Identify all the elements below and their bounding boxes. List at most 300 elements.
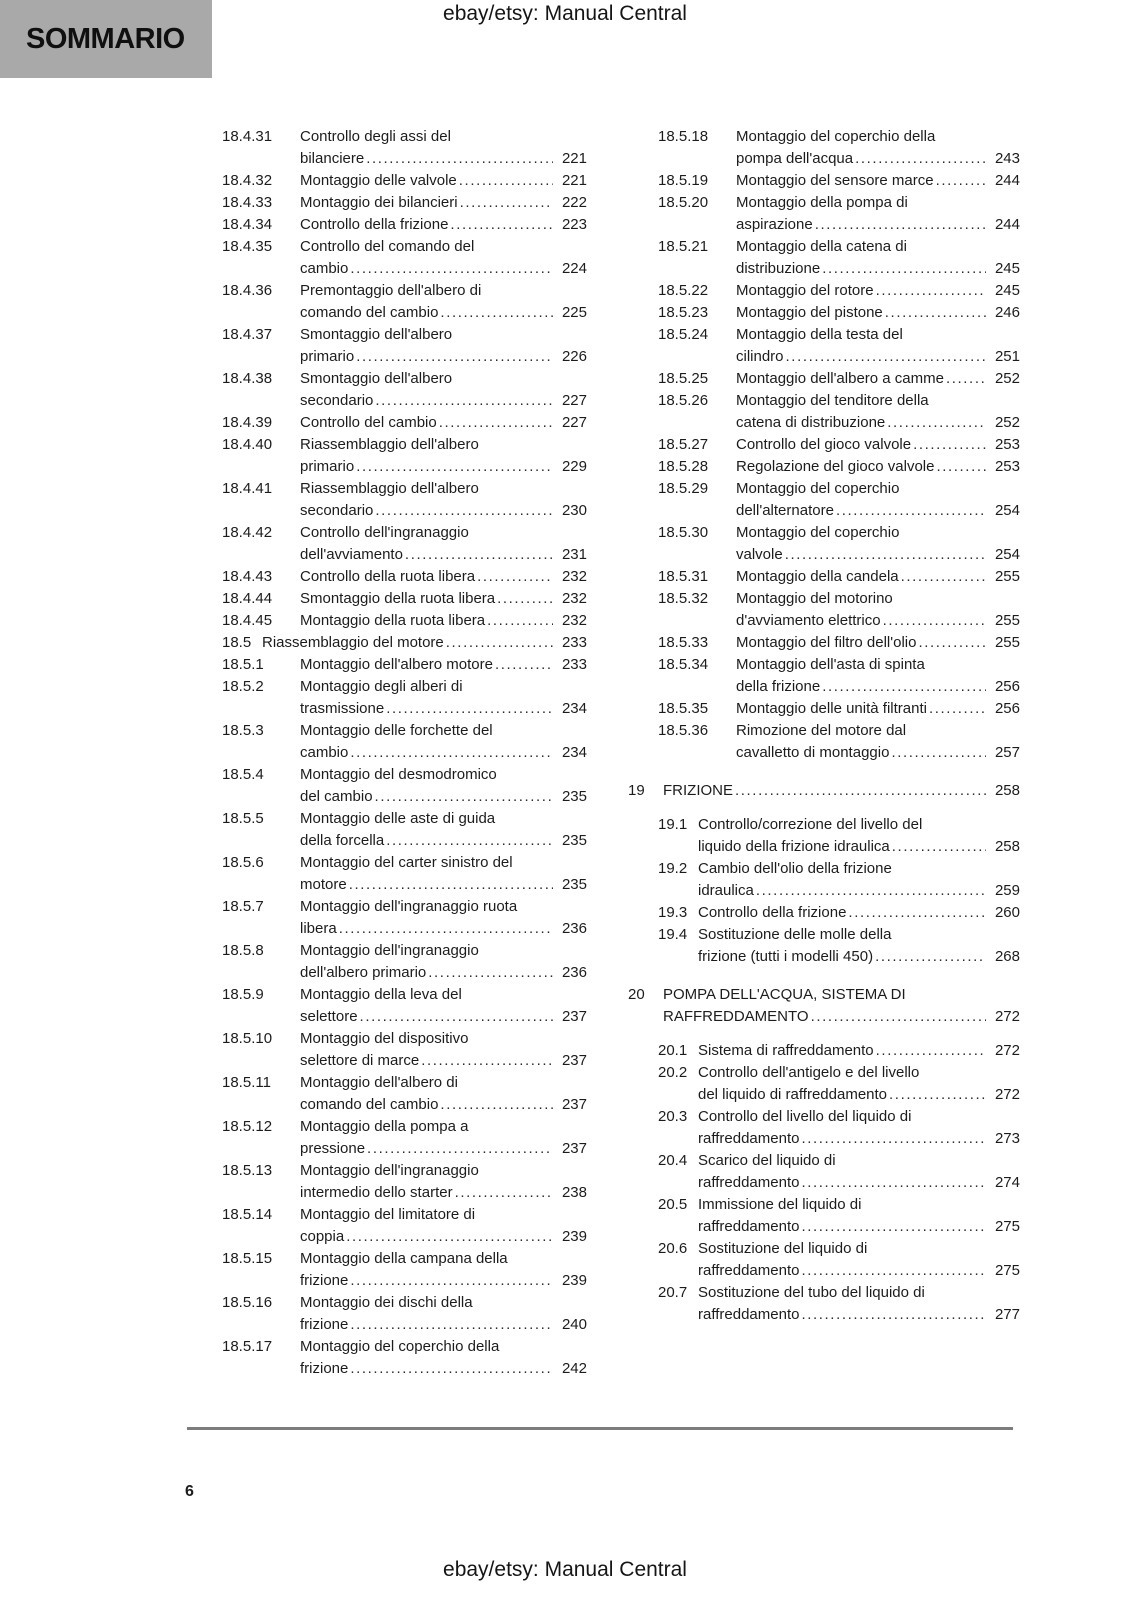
entry-title-line: Controllo del cambio [300, 414, 437, 431]
toc-entry [222, 852, 587, 896]
toc-entry [222, 126, 587, 170]
entry-number: 18.5.16 [222, 1294, 273, 1311]
entry-title-line: valvole [736, 546, 783, 563]
entry-last-line [736, 610, 1020, 632]
dot-leader [855, 148, 986, 170]
entry-page-number: 236 [561, 964, 587, 981]
entry-number: 20 [628, 986, 645, 1003]
dot-leader [339, 918, 553, 940]
entry-page-number: 237 [561, 1008, 587, 1025]
entry-body [736, 720, 1020, 764]
entry-page-number: 257 [994, 744, 1020, 761]
entry-number: 18.5.36 [658, 722, 709, 739]
entry-last-line [698, 1172, 1020, 1194]
toc-entry [658, 192, 1020, 236]
entry-last-line [300, 1094, 587, 1116]
entry-last-line [300, 302, 587, 324]
entry-number: 18.5 [222, 634, 252, 651]
entry-title-line: Montaggio del coperchio [736, 524, 900, 541]
dot-leader [350, 1314, 553, 1336]
entry-last-line [300, 1182, 587, 1204]
toc-entry [222, 214, 587, 236]
entry-number: 18.4.41 [222, 480, 273, 497]
entry-last-line [300, 412, 587, 434]
entry-page-number: 236 [561, 920, 587, 937]
dot-leader [735, 780, 986, 802]
entry-title-line: Montaggio dell'albero di [300, 1074, 458, 1091]
dot-leader [876, 1040, 986, 1062]
entry-body [300, 192, 587, 214]
dot-leader [946, 368, 986, 390]
entry-title-line: Controllo dell'antigelo e del livello [698, 1064, 920, 1081]
toc-entry [658, 924, 1020, 968]
entry-title-line: raffreddamento [698, 1130, 800, 1147]
entry-title-line: Premontaggio dell'albero di [300, 282, 482, 299]
entry-number: 18.5.23 [658, 304, 709, 321]
entry-last-line [300, 566, 587, 588]
entry-last-line [736, 632, 1020, 654]
entry-title-line: coppia [300, 1228, 345, 1245]
entry-title-line: RAFFREDDAMENTO [663, 1008, 809, 1025]
entry-body [300, 1248, 587, 1292]
toc-entry [658, 280, 1020, 302]
entry-page-number: 256 [994, 678, 1020, 695]
dot-leader [892, 836, 986, 858]
toc-entry [658, 654, 1020, 698]
entry-body [300, 852, 587, 896]
entry-last-line [698, 902, 1020, 924]
entry-title-line: cambio [300, 744, 349, 761]
entry-title-line: Montaggio dei bilancieri [300, 194, 458, 211]
entry-body [736, 654, 1020, 698]
toc-column-right [628, 126, 1020, 1326]
dot-leader [929, 698, 986, 720]
entry-number: 18.5.25 [658, 370, 709, 387]
entry-number: 18.4.35 [222, 238, 273, 255]
entry-page-number: 232 [561, 590, 587, 607]
entry-title-line: cambio [300, 260, 349, 277]
entry-number: 19.3 [658, 904, 688, 921]
entry-last-line [300, 148, 587, 170]
entry-page-number: 235 [561, 832, 587, 849]
entry-body [300, 412, 587, 434]
entry-title-line: Montaggio del motorino [736, 590, 893, 607]
entry-number: 20.2 [658, 1064, 688, 1081]
entry-title-line: Smontaggio della ruota libera [300, 590, 496, 607]
entry-number: 19.4 [658, 926, 688, 943]
dot-leader [497, 588, 553, 610]
entry-last-line [300, 214, 587, 236]
toc-entry [658, 1062, 1020, 1106]
toc-entry [658, 434, 1020, 456]
dot-leader [360, 1006, 553, 1028]
toc-entry [658, 1238, 1020, 1282]
entry-last-line [300, 170, 587, 192]
page-title: SOMMARIO [26, 22, 185, 55]
entry-title-line: Montaggio del pistone [736, 304, 883, 321]
toc-entry [658, 1150, 1020, 1194]
entry-last-line [736, 676, 1020, 698]
entry-page-number: 237 [561, 1052, 587, 1069]
entry-page-number: 226 [561, 348, 587, 365]
entry-body [736, 302, 1020, 324]
entry-body [300, 764, 587, 808]
entry-title-line: Montaggio della pompa a [300, 1118, 469, 1135]
toc-entry [222, 324, 587, 368]
toc-entry [222, 896, 587, 940]
entry-page-number: 239 [561, 1272, 587, 1289]
entry-last-line [698, 1084, 1020, 1106]
toc-entry [222, 1204, 587, 1248]
entry-page-number: 223 [561, 216, 587, 233]
toc-entry [222, 1028, 587, 1072]
entry-number: 18.5.32 [658, 590, 709, 607]
entry-title-line: secondario [300, 502, 374, 519]
entry-page-number: 235 [561, 788, 587, 805]
entry-last-line [300, 1226, 587, 1248]
entry-number: 18.4.31 [222, 128, 273, 145]
entry-title-line: raffreddamento [698, 1174, 800, 1191]
dot-leader [918, 632, 986, 654]
entry-page-number: 237 [561, 1140, 587, 1157]
entry-body [300, 588, 587, 610]
entry-body [698, 814, 1020, 858]
entry-number: 18.5.12 [222, 1118, 273, 1135]
entry-body [300, 434, 587, 478]
entry-number: 20.4 [658, 1152, 688, 1169]
toc-entry [658, 170, 1020, 192]
entry-body [300, 280, 587, 324]
entry-body [300, 1028, 587, 1072]
entry-body [300, 808, 587, 852]
entry-body [736, 566, 1020, 588]
entry-body [736, 126, 1020, 170]
entry-title-line: Montaggio del tenditore della [736, 392, 929, 409]
entry-title-line: comando del cambio [300, 1096, 439, 1113]
toc-entry [658, 302, 1020, 324]
toc-entry [222, 808, 587, 852]
entry-number: 18.5.4 [222, 766, 264, 783]
entry-body [736, 324, 1020, 368]
entry-body [698, 1194, 1020, 1238]
entry-number: 18.4.36 [222, 282, 273, 299]
entry-title-line: della frizione [736, 678, 821, 695]
dot-leader [801, 1128, 986, 1150]
entry-title-line: Montaggio dell'ingranaggio ruota [300, 898, 518, 915]
entry-title-line: Controllo della frizione [698, 904, 847, 921]
entry-title-line: liquido della frizione idraulica [698, 838, 890, 855]
entry-last-line [300, 610, 587, 632]
toc-entry [222, 1336, 587, 1380]
entry-body [736, 368, 1020, 390]
entry-number: 18.5.13 [222, 1162, 273, 1179]
entry-page-number: 252 [994, 414, 1020, 431]
entry-last-line [698, 946, 1020, 968]
entry-number: 18.4.43 [222, 568, 273, 585]
entry-page-number: 227 [561, 414, 587, 431]
dot-leader [459, 170, 553, 192]
entry-body [300, 214, 587, 236]
entry-body [300, 676, 587, 720]
entry-number: 18.5.34 [658, 656, 709, 673]
entry-page-number: 254 [994, 502, 1020, 519]
entry-title-line: del cambio [300, 788, 373, 805]
toc-entry [222, 170, 587, 192]
dot-leader [487, 610, 553, 632]
entry-number: 18.5.3 [222, 722, 264, 739]
dot-leader [455, 1182, 553, 1204]
entry-title-line: Montaggio della ruota libera [300, 612, 486, 629]
entry-body [300, 236, 587, 280]
dot-leader [889, 1084, 986, 1106]
entry-last-line [663, 780, 1020, 802]
entry-number: 20.7 [658, 1284, 688, 1301]
entry-title-line: Montaggio del coperchio [736, 480, 900, 497]
entry-title-line: motore [300, 876, 347, 893]
toc-entry [222, 1116, 587, 1160]
entry-title-line: trasmissione [300, 700, 385, 717]
entry-page-number: 233 [561, 634, 587, 651]
entry-number: 18.5.17 [222, 1338, 273, 1355]
dot-leader [349, 874, 553, 896]
entry-body [300, 654, 587, 676]
dot-leader [350, 258, 553, 280]
entry-number: 18.5.9 [222, 986, 264, 1003]
entry-last-line [736, 148, 1020, 170]
entry-last-line [300, 1050, 587, 1072]
dot-leader [375, 786, 553, 808]
dot-leader [356, 346, 553, 368]
entry-title-line: Riassemblaggio del motore [262, 634, 444, 651]
entry-page-number: 235 [561, 876, 587, 893]
dot-leader [848, 902, 986, 924]
dot-leader [366, 148, 553, 170]
entry-body [300, 478, 587, 522]
entry-number: 18.4.38 [222, 370, 273, 387]
entry-page-number: 230 [561, 502, 587, 519]
entry-number: 18.5.18 [658, 128, 709, 145]
entry-last-line [300, 654, 587, 676]
dot-leader [801, 1260, 986, 1282]
entry-number: 18.5.15 [222, 1250, 273, 1267]
entry-title-line: frizione [300, 1316, 349, 1333]
entry-page-number: 272 [994, 1008, 1020, 1025]
entry-body [300, 126, 587, 170]
toc-entry [222, 236, 587, 280]
toc-entry [658, 390, 1020, 434]
entry-page-number: 252 [994, 370, 1020, 387]
entry-title-line: primario [300, 458, 355, 475]
entry-last-line [736, 302, 1020, 324]
dot-leader [891, 742, 986, 764]
entry-last-line [698, 1128, 1020, 1150]
entry-page-number: 237 [561, 1096, 587, 1113]
entry-last-line [300, 698, 587, 720]
entry-body [736, 522, 1020, 566]
toc-entry [658, 236, 1020, 280]
entry-number: 18.5.10 [222, 1030, 273, 1047]
dot-leader [822, 258, 986, 280]
header-doc-title: ebay/etsy: Manual Central [443, 2, 687, 25]
entry-title-line: dell'albero primario [300, 964, 427, 981]
toc-entry [222, 1072, 587, 1116]
entry-number: 18.5.31 [658, 568, 709, 585]
entry-page-number: 274 [994, 1174, 1020, 1191]
dot-leader [801, 1172, 986, 1194]
dot-leader [875, 946, 986, 968]
entry-body [300, 324, 587, 368]
entry-last-line [736, 434, 1020, 456]
entry-last-line [300, 500, 587, 522]
entry-page-number: 232 [561, 612, 587, 629]
toc-entry [222, 412, 587, 434]
entry-title-line: Smontaggio dell'albero [300, 326, 453, 343]
entry-body [300, 1116, 587, 1160]
entry-title-line: Montaggio dell'albero motore [300, 656, 493, 673]
dot-leader [428, 962, 553, 984]
entry-title-line: Montaggio delle unità filtranti [736, 700, 927, 717]
entry-page-number: 225 [561, 304, 587, 321]
entry-title-line: Controllo del gioco valvole [736, 436, 912, 453]
entry-body [698, 924, 1020, 968]
entry-title-line: Riassemblaggio dell'albero [300, 436, 479, 453]
entry-title-line: Montaggio del coperchio della [300, 1338, 500, 1355]
entry-body [262, 632, 587, 654]
entry-last-line [300, 456, 587, 478]
dot-leader [786, 346, 986, 368]
entry-title-line: pressione [300, 1140, 366, 1157]
dot-leader [885, 302, 986, 324]
entry-number: 18.5.21 [658, 238, 709, 255]
entry-page-number: 227 [561, 392, 587, 409]
entry-title-line: Regolazione del gioco valvole [736, 458, 935, 475]
dot-leader [440, 302, 553, 324]
entry-body [300, 170, 587, 192]
entry-title-line: Montaggio della catena di [736, 238, 907, 255]
toc-entry [658, 632, 1020, 654]
entry-last-line [300, 1138, 587, 1160]
entry-body [736, 478, 1020, 522]
entry-last-line [300, 918, 587, 940]
toc-entry [222, 1292, 587, 1336]
toc-entry [658, 720, 1020, 764]
entry-number: 18.5.8 [222, 942, 264, 959]
entry-page-number: 273 [994, 1130, 1020, 1147]
footer-doc-title: ebay/etsy: Manual Central [443, 1558, 687, 1581]
entry-last-line [698, 1260, 1020, 1282]
entry-title-line: Montaggio del filtro dell'olio [736, 634, 917, 651]
entry-title-line: Montaggio del dispositivo [300, 1030, 469, 1047]
entry-page-number: 275 [994, 1218, 1020, 1235]
entry-number: 18.5.19 [658, 172, 709, 189]
entry-last-line [300, 258, 587, 280]
dot-leader [801, 1216, 986, 1238]
entry-title-line: Montaggio del rotore [736, 282, 874, 299]
entry-last-line [300, 1270, 587, 1292]
entry-title-line: dell'alternatore [736, 502, 834, 519]
entry-title-line: selettore [300, 1008, 358, 1025]
entry-title-line: Controllo della frizione [300, 216, 449, 233]
dot-leader [815, 214, 986, 236]
toc-entry [222, 632, 587, 654]
entry-last-line [300, 874, 587, 896]
entry-page-number: 221 [561, 150, 587, 167]
entry-body [300, 1292, 587, 1336]
entry-number: 18.5.2 [222, 678, 264, 695]
entry-last-line [736, 544, 1020, 566]
entry-body [698, 1106, 1020, 1150]
entry-title-line: Montaggio del sensore marce [736, 172, 934, 189]
toc-entry [658, 368, 1020, 390]
footer-divider [187, 1427, 1013, 1430]
entry-body [300, 566, 587, 588]
entry-body [300, 940, 587, 984]
toc-entry [658, 1106, 1020, 1150]
entry-body [736, 170, 1020, 192]
entry-last-line [300, 1314, 587, 1336]
entry-title-line: raffreddamento [698, 1262, 800, 1279]
entry-number: 19.1 [658, 816, 688, 833]
entry-title-line: Montaggio dell'ingranaggio [300, 942, 479, 959]
entry-body [736, 434, 1020, 456]
entry-title-line: dell'avviamento [300, 546, 403, 563]
entry-body [300, 610, 587, 632]
entry-body [736, 456, 1020, 478]
entry-last-line [736, 742, 1020, 764]
entry-body [698, 1150, 1020, 1194]
dot-leader [386, 698, 553, 720]
toc-entry [222, 610, 587, 632]
entry-page-number: 255 [994, 568, 1020, 585]
entry-last-line [300, 588, 587, 610]
entry-last-line [300, 962, 587, 984]
toc-entry [222, 434, 587, 478]
entry-page-number: 239 [561, 1228, 587, 1245]
entry-title-line: della forcella [300, 832, 385, 849]
entry-number: 19 [628, 782, 645, 799]
entry-body [736, 280, 1020, 302]
entry-number: 18.5.5 [222, 810, 264, 827]
toc-entry [658, 902, 1020, 924]
entry-last-line [736, 698, 1020, 720]
entry-last-line [736, 500, 1020, 522]
entry-title-line: intermedio dello starter [300, 1184, 453, 1201]
toc-entry [222, 764, 587, 808]
entry-title-line: Montaggio dell'ingranaggio [300, 1162, 479, 1179]
entry-title-line: frizione [300, 1360, 349, 1377]
dot-leader [477, 566, 553, 588]
dot-leader [350, 742, 553, 764]
entry-title-line: Montaggio dell'asta di spinta [736, 656, 925, 673]
entry-title-line: Scarico del liquido di [698, 1152, 836, 1169]
entry-page-number: 275 [994, 1262, 1020, 1279]
entry-body [300, 1204, 587, 1248]
entry-title-line: Montaggio della candela [736, 568, 899, 585]
entry-body [300, 368, 587, 412]
entry-page-number: 256 [994, 700, 1020, 717]
entry-page-number: 277 [994, 1306, 1020, 1323]
entry-page-number: 253 [994, 458, 1020, 475]
entry-title-line: selettore di marce [300, 1052, 420, 1069]
entry-body [698, 902, 1020, 924]
toc-entry [222, 940, 587, 984]
dot-leader [887, 412, 986, 434]
entry-title-line: Montaggio della campana della [300, 1250, 508, 1267]
toc-entry [628, 780, 1020, 802]
entry-page-number: 224 [561, 260, 587, 277]
entry-title-line: distribuzione [736, 260, 821, 277]
entry-last-line [698, 880, 1020, 902]
